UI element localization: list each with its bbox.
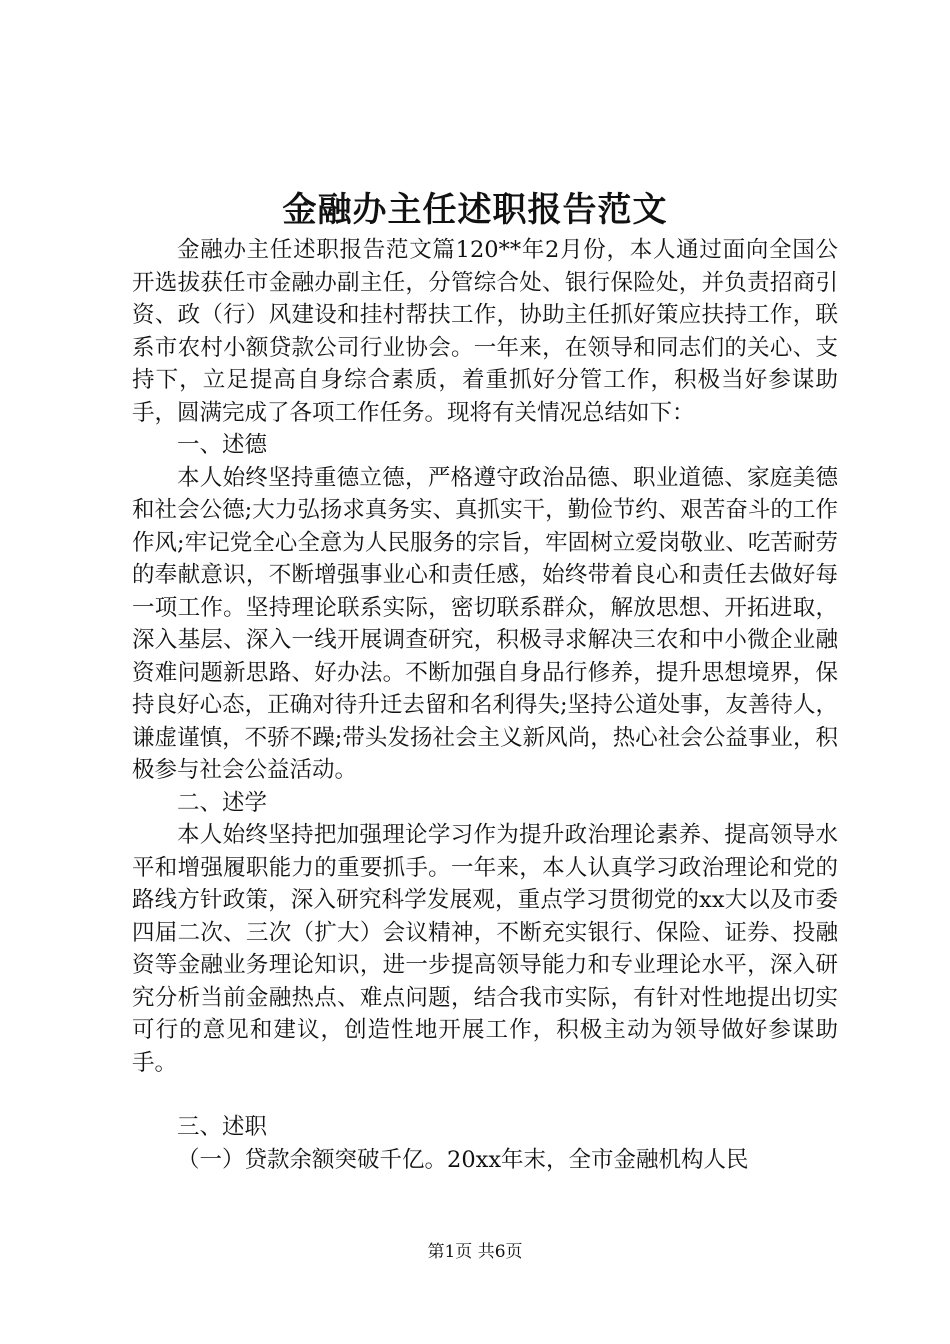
section-heading-study: 二、述学 bbox=[177, 789, 268, 816]
intro-paragraph: 金融办主任述职报告范文篇120**年2月份，本人通过面向全国公开选拔获任市金融办副主任，分管综合处、银行保险处，并负责招商引资、政（行）风建设和挂村帮扶工作，协助主任抓好策应扶持工作，联系市农村小额贷款公司行业协会。一年来，在领导和同志们的关心、支持下，立足提高自身综合素质，着重抓好分管工作，积极当好参谋助手，圆满完成了各项工作任务。现将有关情况总结如下： bbox=[132, 237, 838, 426]
study-paragraph: 本人始终坚持把加强理论学习作为提升政治理论素养、提高领导水平和增强履职能力的重要抓手。一年来，本人认真学习政治理论和党的路线方针政策，深入研究科学发展观，重点学习贯彻党的xx大以及市委四届二次、三次（扩大）会议精神，不断充实银行、保险、证券、投融资等金融业务理论知识，进一步提高领导能力和专业理论水平，深入研究分析当前金融热点、难点问题，结合我市实际，有针对性地提出切实可行的意见和建议，创造性地开展工作，积极主动为领导做好参谋助手。 bbox=[132, 822, 838, 1076]
duty-paragraph: （一）贷款余额突破千亿。20xx年末，全市金融机构人民 bbox=[177, 1146, 749, 1173]
document-body bbox=[132, 234, 838, 1176]
page-footer: 第1页 共6页 bbox=[427, 1242, 523, 1262]
morality-paragraph: 本人始终坚持重德立德，严格遵守政治品德、职业道德、家庭美德和社会公德;大力弘扬求真务实、真抓实干，勤俭节约、艰苦奋斗的工作作风;牢记党全心全意为人民服务的宗旨，牢固树立爱岗敬业、吃苦耐劳的奉献意识，不断增强事业心和责任感，始终带着良心和责任去做好每一项工作。坚持理论联系实际，密切联系群众，解放思想、开拓进取，深入基层、深入一线开展调查研究，积极寻求解决三农和中小微企业融资难问题新思路、好办法。不断加强自身品行修养，提升思想境界，保持良好心态，正确对待升迁去留和名利得失;坚持公道处事，友善待人，谦虚谨慎，不骄不躁;带头发扬社会主义新风尚，热心社会公益事业，积极参与社会公益活动。 bbox=[132, 464, 838, 783]
section-heading-morality: 一、述德 bbox=[177, 432, 268, 458]
document-title: 金融办主任述职报告范文 bbox=[282, 190, 668, 230]
section-heading-duty: 三、述职 bbox=[177, 1114, 268, 1140]
